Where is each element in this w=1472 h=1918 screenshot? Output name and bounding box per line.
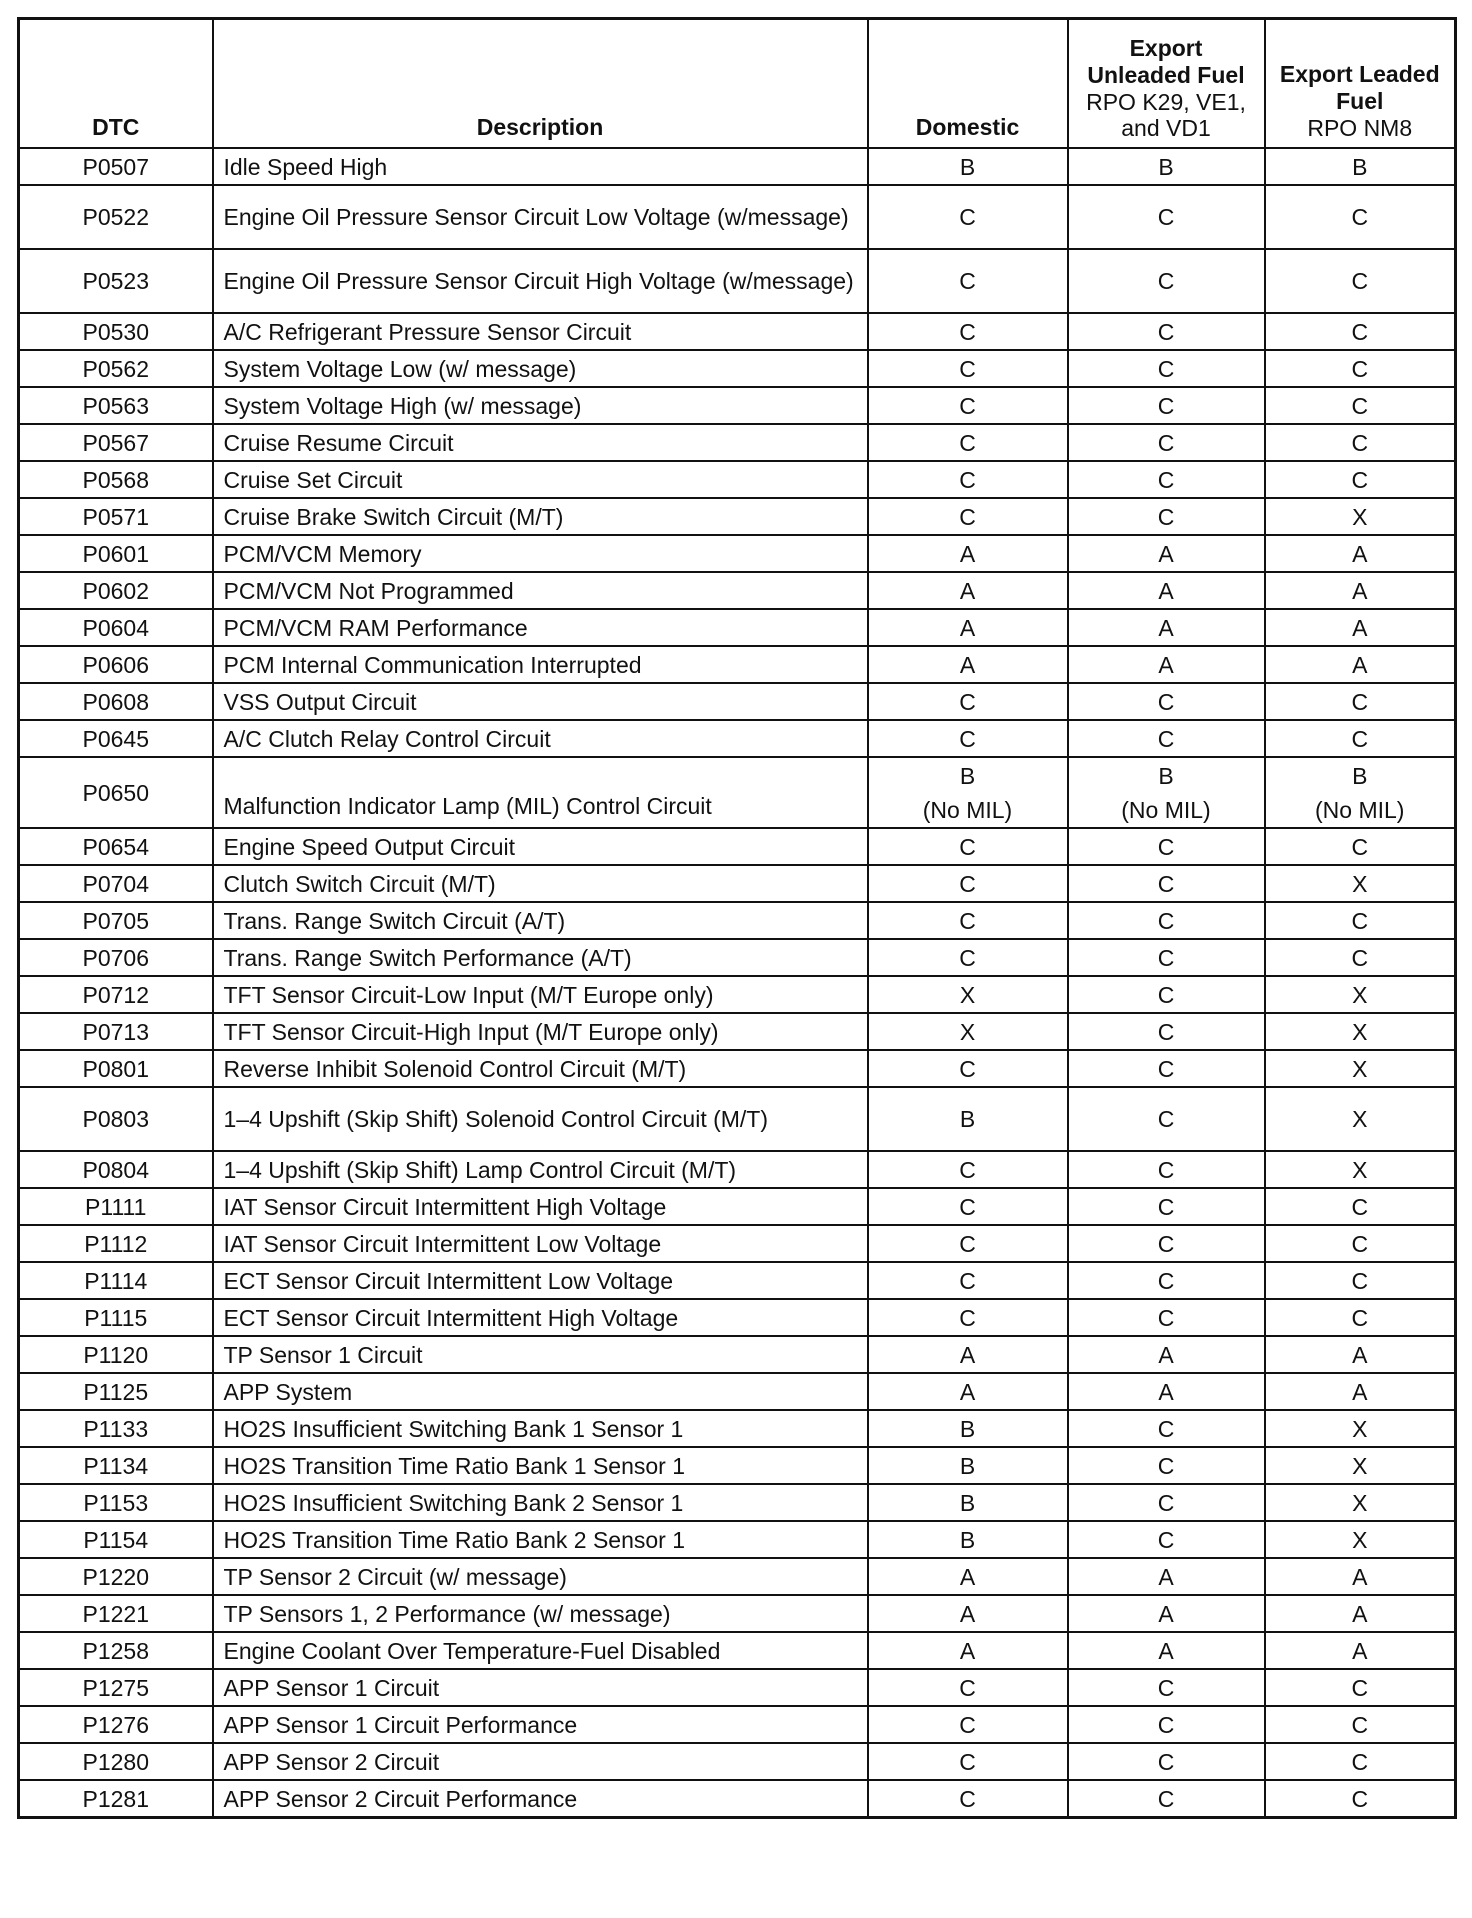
dtc-code-cell: P0602 [19,572,213,609]
description-cell: TP Sensors 1, 2 Performance (w/ message) [213,1595,868,1632]
description-cell: 1–4 Upshift (Skip Shift) Solenoid Control Circuit (M/T) [213,1087,868,1151]
export-unleaded-cell [1068,757,1265,828]
export-unleaded-cell: C [1068,1262,1265,1299]
domestic-cell: C [868,387,1068,424]
export-leaded-cell: A [1265,1595,1456,1632]
export-leaded-cell: C [1265,902,1456,939]
domestic-cell: B [868,1484,1068,1521]
domestic-cell: C [868,865,1068,902]
dtc-code-cell: P0801 [19,1050,213,1087]
domestic-cell: B [868,1447,1068,1484]
dtc-code-cell: P0804 [19,1151,213,1188]
description-cell: 1–4 Upshift (Skip Shift) Lamp Control Circuit (M/T) [213,1151,868,1188]
dtc-code-cell: P1115 [19,1299,213,1336]
domestic-cell: A [868,609,1068,646]
domestic-cell: C [868,902,1068,939]
description-cell: TFT Sensor Circuit-Low Input (M/T Europe only) [213,976,868,1013]
export-unleaded-cell: C [1068,1447,1265,1484]
table-row [19,1669,1456,1706]
domestic-cell: C [868,1743,1068,1780]
export-unleaded-cell: C [1068,249,1265,313]
table-row [19,683,1456,720]
export-unleaded-cell: C [1068,424,1265,461]
table-row [19,1373,1456,1410]
export-unleaded-cell: C [1068,1225,1265,1262]
dtc-code-cell: P1112 [19,1225,213,1262]
table-row [19,350,1456,387]
description-cell: A/C Clutch Relay Control Circuit [213,720,868,757]
domestic-cell: C [868,1151,1068,1188]
domestic-cell: B [868,1087,1068,1151]
export-leaded-cell: A [1265,535,1456,572]
table-row [19,646,1456,683]
table-row [19,1087,1456,1151]
description-cell: TP Sensor 2 Circuit (w/ message) [213,1558,868,1595]
cell-value: B [1158,762,1174,789]
domestic-cell: C [868,1299,1068,1336]
dtc-code-cell: P0601 [19,535,213,572]
domestic-cell: C [868,1780,1068,1818]
export-leaded-cell: C [1265,720,1456,757]
dtc-code-cell: P0650 [19,757,213,828]
description-cell: PCM/VCM Memory [213,535,868,572]
export-unleaded-cell: A [1068,572,1265,609]
export-unleaded-cell: C [1068,1013,1265,1050]
dtc-code-cell: P0523 [19,249,213,313]
table-row [19,535,1456,572]
table-row [19,1336,1456,1373]
domestic-cell: C [868,720,1068,757]
description-cell: PCM Internal Communication Interrupted [213,646,868,683]
table-row [19,609,1456,646]
export-leaded-cell: B [1265,148,1456,185]
header-dtc: DTC [19,19,213,149]
export-unleaded-cell: C [1068,498,1265,535]
description-cell [213,757,868,828]
export-unleaded-cell: C [1068,1669,1265,1706]
export-unleaded-cell: A [1068,1373,1265,1410]
dtc-code-cell: P0530 [19,313,213,350]
description-cell: APP Sensor 1 Circuit [213,1669,868,1706]
export-leaded-cell: A [1265,646,1456,683]
export-unleaded-cell: C [1068,1151,1265,1188]
export-unleaded-cell: C [1068,902,1265,939]
export-leaded-cell: C [1265,1225,1456,1262]
domestic-cell: C [868,350,1068,387]
export-leaded-cell [1265,757,1456,828]
dtc-code-cell: P1275 [19,1669,213,1706]
description-cell: Trans. Range Switch Performance (A/T) [213,939,868,976]
header-domestic: Domestic [868,19,1068,149]
domestic-cell: C [868,249,1068,313]
table-row [19,757,1456,828]
table-row [19,148,1456,185]
domestic-cell: B [868,148,1068,185]
description-cell: Idle Speed High [213,148,868,185]
export-leaded-rpo: RPO NM8 [1307,115,1413,141]
domestic-cell: C [868,1188,1068,1225]
export-leaded-cell: C [1265,461,1456,498]
export-unleaded-cell: A [1068,1558,1265,1595]
export-unleaded-cell: C [1068,461,1265,498]
dtc-code-cell: P0803 [19,1087,213,1151]
description-cell: Engine Oil Pressure Sensor Circuit High Voltage (w/message) [213,249,868,313]
dtc-code-cell: P1134 [19,1447,213,1484]
description-cell: APP System [213,1373,868,1410]
export-unleaded-cell: C [1068,1410,1265,1447]
export-unleaded-cell: C [1068,828,1265,865]
dtc-code-cell: P1220 [19,1558,213,1595]
export-unleaded-cell: C [1068,683,1265,720]
dtc-code-cell: P1120 [19,1336,213,1373]
domestic-cell: C [868,1225,1068,1262]
export-unleaded-cell: A [1068,1336,1265,1373]
export-leaded-cell: C [1265,1262,1456,1299]
table-row [19,1558,1456,1595]
mil-description: Malfunction Indicator Lamp (MIL) Control Circuit [223,792,712,819]
domestic-cell: B [868,1410,1068,1447]
description-cell: IAT Sensor Circuit Intermittent High Voltage [213,1188,868,1225]
table-row [19,902,1456,939]
dtc-code-cell: P0567 [19,424,213,461]
description-cell: PCM/VCM Not Programmed [213,572,868,609]
domestic-cell: A [868,535,1068,572]
export-leaded-cell: C [1265,1706,1456,1743]
table-row [19,572,1456,609]
table-row [19,1780,1456,1818]
dtc-code-cell: P0507 [19,148,213,185]
description-cell: Reverse Inhibit Solenoid Control Circuit (M/T) [213,1050,868,1087]
domestic-cell: C [868,683,1068,720]
table-row [19,1410,1456,1447]
export-leaded-cell: C [1265,683,1456,720]
table-row [19,313,1456,350]
export-leaded-cell: A [1265,1632,1456,1669]
dtc-code-cell: P0706 [19,939,213,976]
table-row [19,865,1456,902]
description-cell: PCM/VCM RAM Performance [213,609,868,646]
description-cell: System Voltage Low (w/ message) [213,350,868,387]
domestic-cell: C [868,313,1068,350]
table-row [19,1595,1456,1632]
table-row [19,461,1456,498]
table-row [19,1151,1456,1188]
description-cell: System Voltage High (w/ message) [213,387,868,424]
table-row [19,1262,1456,1299]
dtc-code-cell: P0522 [19,185,213,249]
dtc-code-cell: P0704 [19,865,213,902]
cell-value: B [1352,762,1368,789]
export-unleaded-cell: C [1068,1484,1265,1521]
header-export-leaded [1265,19,1456,149]
export-leaded-cell: X [1265,1484,1456,1521]
description-cell: Clutch Switch Circuit (M/T) [213,865,868,902]
export-unleaded-cell: C [1068,313,1265,350]
domestic-cell: C [868,498,1068,535]
table-row [19,249,1456,313]
dtc-code-cell: P0562 [19,350,213,387]
domestic-cell: C [868,461,1068,498]
domestic-cell: X [868,1013,1068,1050]
dtc-code-cell: P1281 [19,1780,213,1818]
export-unleaded-cell: C [1068,350,1265,387]
export-unleaded-cell: C [1068,1743,1265,1780]
table-row [19,1447,1456,1484]
description-cell: A/C Refrigerant Pressure Sensor Circuit [213,313,868,350]
dtc-code-cell: P1276 [19,1706,213,1743]
export-leaded-cell: A [1265,1558,1456,1595]
export-leaded-cell: C [1265,350,1456,387]
description-cell: ECT Sensor Circuit Intermittent High Voltage [213,1299,868,1336]
export-unleaded-cell: C [1068,865,1265,902]
dtc-code-cell: P1133 [19,1410,213,1447]
domestic-cell: C [868,1669,1068,1706]
export-unleaded-cell: C [1068,1087,1265,1151]
export-leaded-cell: C [1265,1299,1456,1336]
export-leaded-cell: X [1265,1447,1456,1484]
dtc-code-cell: P1111 [19,1188,213,1225]
no-mil-note: (No MIL) [1315,796,1405,823]
domestic-cell: A [868,1373,1068,1410]
description-cell: HO2S Insufficient Switching Bank 1 Sensor 1 [213,1410,868,1447]
table-row [19,185,1456,249]
no-mil-note: (No MIL) [1121,796,1211,823]
description-cell: VSS Output Circuit [213,683,868,720]
domestic-cell: A [868,1558,1068,1595]
export-leaded-cell: C [1265,828,1456,865]
table-row [19,976,1456,1013]
domestic-cell: A [868,1632,1068,1669]
dtc-code-cell: P1258 [19,1632,213,1669]
export-leaded-cell: X [1265,498,1456,535]
description-cell: Cruise Set Circuit [213,461,868,498]
export-unleaded-rpo: RPO K29, VE1, and VD1 [1086,89,1246,141]
description-cell: IAT Sensor Circuit Intermittent Low Voltage [213,1225,868,1262]
export-unleaded-cell: C [1068,1521,1265,1558]
domestic-cell: A [868,646,1068,683]
dtc-code-cell: P0608 [19,683,213,720]
export-unleaded-cell: A [1068,1595,1265,1632]
description-cell: Engine Oil Pressure Sensor Circuit Low Voltage (w/message) [213,185,868,249]
export-leaded-cell: C [1265,387,1456,424]
description-cell: APP Sensor 2 Circuit Performance [213,1780,868,1818]
table-row [19,1484,1456,1521]
export-leaded-cell: X [1265,865,1456,902]
dtc-code-cell: P0712 [19,976,213,1013]
description-cell: Trans. Range Switch Circuit (A/T) [213,902,868,939]
export-unleaded-cell: A [1068,1632,1265,1669]
table-row [19,1706,1456,1743]
export-unleaded-cell: C [1068,1299,1265,1336]
description-cell: Engine Coolant Over Temperature-Fuel Disabled [213,1632,868,1669]
table-row [19,1188,1456,1225]
description-cell: TP Sensor 1 Circuit [213,1336,868,1373]
table-row [19,720,1456,757]
export-leaded-cell: A [1265,1373,1456,1410]
export-leaded-cell: C [1265,1780,1456,1818]
description-cell: HO2S Insufficient Switching Bank 2 Sensor 1 [213,1484,868,1521]
domestic-cell: C [868,939,1068,976]
export-unleaded-cell: C [1068,976,1265,1013]
export-unleaded-cell: C [1068,939,1265,976]
dtc-table [17,17,1457,1819]
table-row [19,424,1456,461]
domestic-cell: X [868,976,1068,1013]
table-row [19,1050,1456,1087]
domestic-cell: C [868,185,1068,249]
table-row [19,1632,1456,1669]
no-mil-note: (No MIL) [922,796,1013,823]
export-leaded-cell: X [1265,1521,1456,1558]
dtc-code-cell: P0645 [19,720,213,757]
dtc-code-cell: P1280 [19,1743,213,1780]
domestic-cell: C [868,828,1068,865]
export-leaded-cell: X [1265,1013,1456,1050]
description-cell: APP Sensor 1 Circuit Performance [213,1706,868,1743]
export-leaded-cell: X [1265,1087,1456,1151]
domestic-cell: C [868,1050,1068,1087]
export-unleaded-cell: A [1068,609,1265,646]
dtc-code-cell: P1153 [19,1484,213,1521]
dtc-code-cell: P0563 [19,387,213,424]
description-cell: HO2S Transition Time Ratio Bank 2 Sensor 1 [213,1521,868,1558]
header-row [19,19,1456,149]
export-leaded-cell: C [1265,249,1456,313]
export-leaded-cell: X [1265,1410,1456,1447]
export-unleaded-cell: C [1068,185,1265,249]
export-leaded-cell: A [1265,1336,1456,1373]
table-row [19,828,1456,865]
table-row [19,1521,1456,1558]
domestic-cell: A [868,572,1068,609]
dtc-code-cell: P0571 [19,498,213,535]
table-row [19,939,1456,976]
domestic-cell: C [868,1706,1068,1743]
domestic-cell: C [868,424,1068,461]
dtc-code-cell: P0568 [19,461,213,498]
description-cell: Cruise Resume Circuit [213,424,868,461]
domestic-cell: A [868,1336,1068,1373]
export-leaded-title: Export Leaded Fuel [1279,61,1440,114]
description-cell: HO2S Transition Time Ratio Bank 1 Sensor 1 [213,1447,868,1484]
dtc-code-cell: P0606 [19,646,213,683]
export-unleaded-cell: C [1068,387,1265,424]
dtc-code-cell: P1154 [19,1521,213,1558]
dtc-code-cell: P0654 [19,828,213,865]
export-unleaded-cell: C [1068,1706,1265,1743]
export-unleaded-cell: C [1068,1188,1265,1225]
export-leaded-cell: A [1265,609,1456,646]
table-row [19,1225,1456,1262]
export-leaded-cell: C [1265,939,1456,976]
domestic-cell [868,757,1068,828]
table-row [19,498,1456,535]
domestic-cell: C [868,1262,1068,1299]
domestic-cell: A [868,1595,1068,1632]
export-leaded-cell: A [1265,572,1456,609]
dtc-table-body [19,148,1456,1818]
description-cell: TFT Sensor Circuit-High Input (M/T Europe only) [213,1013,868,1050]
export-leaded-cell: C [1265,185,1456,249]
description-cell: Cruise Brake Switch Circuit (M/T) [213,498,868,535]
export-unleaded-cell: B [1068,148,1265,185]
header-export-unleaded [1068,19,1265,149]
dtc-code-cell: P1114 [19,1262,213,1299]
domestic-cell: B [868,1521,1068,1558]
export-leaded-cell: X [1265,1151,1456,1188]
export-unleaded-cell: C [1068,1780,1265,1818]
export-leaded-cell: C [1265,1743,1456,1780]
dtc-code-cell: P1221 [19,1595,213,1632]
export-leaded-cell: C [1265,1669,1456,1706]
export-leaded-cell: C [1265,313,1456,350]
header-description: Description [213,19,868,149]
description-cell: ECT Sensor Circuit Intermittent Low Voltage [213,1262,868,1299]
export-unleaded-cell: C [1068,720,1265,757]
table-row [19,387,1456,424]
table-row [19,1743,1456,1780]
export-leaded-cell: X [1265,1050,1456,1087]
export-unleaded-cell: C [1068,1050,1265,1087]
export-unleaded-title: Export Unleaded Fuel [1087,35,1245,88]
dtc-code-cell: P1125 [19,1373,213,1410]
export-leaded-cell: C [1265,424,1456,461]
table-row [19,1013,1456,1050]
export-unleaded-cell: A [1068,646,1265,683]
dtc-code-cell: P0713 [19,1013,213,1050]
dtc-code-cell: P0604 [19,609,213,646]
description-cell: Engine Speed Output Circuit [213,828,868,865]
export-leaded-cell: C [1265,1188,1456,1225]
dtc-code-cell: P0705 [19,902,213,939]
export-leaded-cell: X [1265,976,1456,1013]
description-cell: APP Sensor 2 Circuit [213,1743,868,1780]
table-row [19,1299,1456,1336]
export-unleaded-cell: A [1068,535,1265,572]
cell-value: B [959,762,976,789]
